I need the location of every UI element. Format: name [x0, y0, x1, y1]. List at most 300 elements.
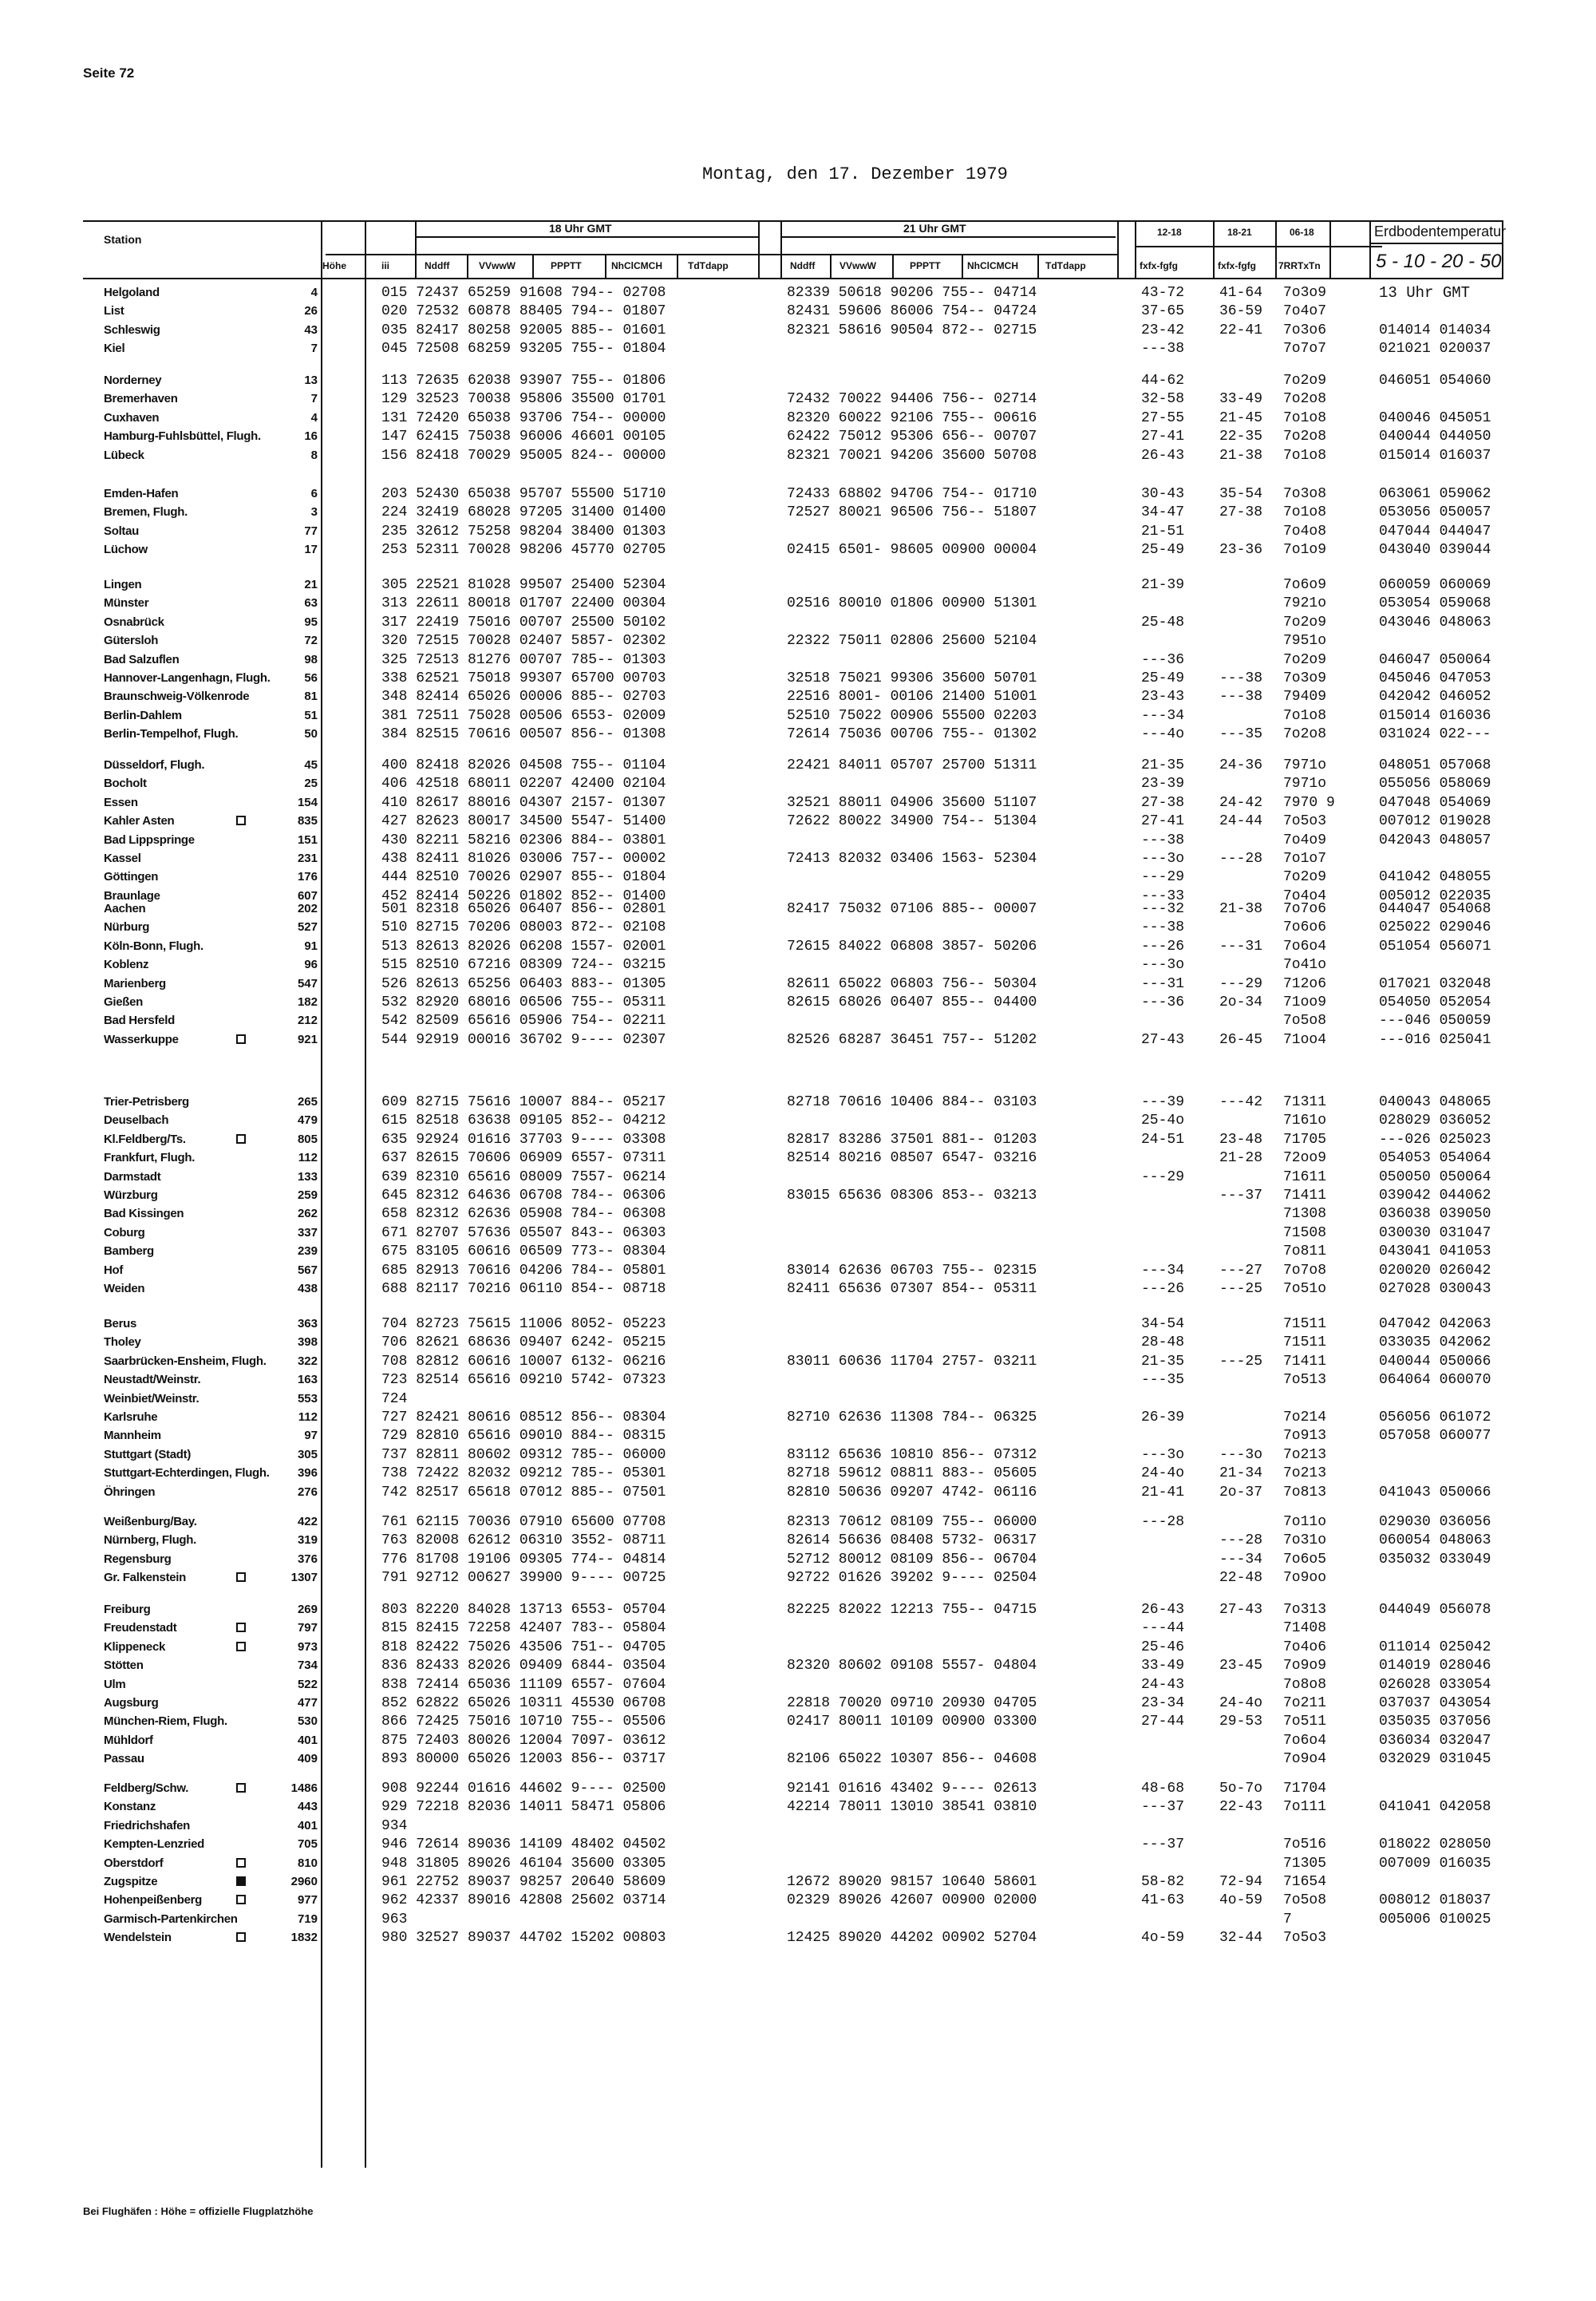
station-hoehe: 8 — [310, 449, 318, 462]
soil-temp: 030030 031047 — [1379, 1225, 1491, 1241]
precip-temp: 7o31o — [1283, 1532, 1327, 1548]
station-name: Kempten-Lenzried — [104, 1837, 205, 1851]
station-hoehe: 567 — [297, 1263, 318, 1277]
table-row — [0, 447, 1596, 465]
gust-12-18: 25-48 — [1141, 615, 1185, 631]
gust-12-18: 26-43 — [1141, 448, 1185, 464]
obs-18-uhr: 515 82510 67216 08309 724-- 03215 — [381, 957, 666, 973]
obs-18-uhr: 635 92924 01616 37703 9---- 03308 — [381, 1132, 666, 1148]
obs-18-uhr: 675 83105 60616 06509 773-- 08304 — [381, 1243, 666, 1259]
soil-temp: 043040 039044 — [1379, 542, 1491, 558]
table-row — [0, 485, 1596, 503]
station-hoehe: 276 — [297, 1485, 318, 1499]
soil-temp: 054053 054064 — [1379, 1150, 1491, 1166]
gust-12-18: 30-43 — [1141, 486, 1185, 502]
obs-18-uhr: 501 82318 65026 06407 856-- 02801 — [381, 901, 666, 917]
table-row — [0, 340, 1596, 358]
precip-temp: 7o2o8 — [1283, 726, 1327, 742]
station-name: Koblenz — [104, 958, 149, 971]
soil-temp: 008012 018037 — [1379, 1892, 1491, 1908]
gust-12-18: ---31 — [1141, 976, 1185, 992]
precip-temp: 7o213 — [1283, 1447, 1327, 1463]
station-hoehe: 202 — [297, 902, 318, 915]
precip-temp: 7o6o4 — [1283, 1733, 1327, 1749]
obs-18-uhr: 946 72614 89036 14109 48402 04502 — [381, 1836, 666, 1852]
station-name: Kl.Feldberg/Ts. — [104, 1133, 186, 1146]
station-hoehe: 805 — [297, 1133, 318, 1146]
obs-18-uhr: 427 82623 80017 34500 5547- 51400 — [381, 813, 666, 829]
precip-temp: 7o7o8 — [1283, 1263, 1327, 1279]
gust-18-21: 22-43 — [1219, 1799, 1263, 1815]
precip-temp: 7921o — [1283, 595, 1327, 611]
gust-18-21: 22-35 — [1219, 429, 1263, 445]
station-hoehe: 182 — [297, 995, 318, 1009]
soil-temp: 040044 044050 — [1379, 429, 1491, 445]
gust-12-18: 34-47 — [1141, 504, 1185, 520]
precip-temp: 7o313 — [1283, 1602, 1327, 1618]
table-row — [0, 409, 1596, 427]
station-hoehe: 51 — [304, 709, 318, 722]
station-hoehe: 21 — [304, 578, 318, 591]
obs-21-uhr: 82718 70616 10406 884-- 03103 — [787, 1094, 1037, 1110]
station-hoehe: 72 — [304, 634, 318, 647]
obs-21-uhr: 83011 60636 11704 2757- 03211 — [787, 1354, 1037, 1370]
obs-21-uhr: 82810 50636 09207 4742- 06116 — [787, 1485, 1037, 1500]
gust-12-18: ---36 — [1141, 652, 1185, 668]
station-hoehe: 17 — [304, 543, 318, 556]
obs-18-uhr: 400 82418 82026 04508 755-- 01104 — [381, 757, 666, 773]
station-name: Osnabrück — [104, 615, 164, 629]
obs-18-uhr: 708 82812 60616 10007 6132- 06216 — [381, 1354, 666, 1370]
obs-21-uhr: 12425 89020 44202 00902 52704 — [787, 1930, 1037, 1946]
gust-12-18: 21-41 — [1141, 1485, 1185, 1500]
table-row — [0, 868, 1596, 886]
obs-18-uhr: 685 82913 70616 04206 784-- 05801 — [381, 1263, 666, 1279]
station-hoehe: 921 — [297, 1033, 318, 1046]
soil-temp: 037037 043054 — [1379, 1695, 1491, 1711]
obs-18-uhr: 313 22611 80018 01707 22400 00304 — [381, 595, 666, 611]
gust-18-21: ---28 — [1219, 851, 1263, 867]
obs-18-uhr: 724 — [381, 1391, 408, 1407]
obs-18-uhr: 406 42518 68011 02207 42400 02104 — [381, 776, 666, 792]
station-name: Garmisch-Partenkirchen — [104, 1912, 238, 1926]
soil-temp: 047042 042063 — [1379, 1316, 1491, 1332]
gust-12-18: 25-49 — [1141, 542, 1185, 558]
open-square-icon — [236, 1858, 246, 1868]
table-row — [0, 1873, 1596, 1891]
station-name: Norderney — [104, 374, 162, 387]
gust-12-18: 34-54 — [1141, 1316, 1185, 1332]
station-hoehe: 98 — [304, 653, 318, 666]
obs-18-uhr: 761 62115 70036 07910 65600 07708 — [381, 1514, 666, 1530]
soil-temp: 047048 054069 — [1379, 795, 1491, 811]
precip-temp: 7o3o9 — [1283, 285, 1327, 301]
station-hoehe: 305 — [297, 1448, 318, 1461]
table-row — [0, 504, 1596, 521]
precip-temp: 7o811 — [1283, 1243, 1327, 1259]
soil-temp: ---026 025023 — [1379, 1132, 1491, 1148]
obs-18-uhr: 317 22419 75016 00707 25500 50102 — [381, 615, 666, 631]
station-name: Deuselbach — [104, 1113, 169, 1127]
station-name: Mannheim — [104, 1429, 161, 1442]
station-name: Köln-Bonn, Flugh. — [104, 939, 203, 953]
obs-18-uhr: 381 72511 75028 00506 6553- 02009 — [381, 708, 666, 724]
obs-21-uhr: 72413 82032 03406 1563- 52304 — [787, 851, 1037, 867]
station-name: Oberstdorf — [104, 1856, 164, 1870]
station-hoehe: 322 — [297, 1354, 318, 1368]
station-hoehe: 977 — [297, 1893, 318, 1907]
station-hoehe: 3 — [310, 505, 318, 519]
obs-21-uhr: 72432 70022 94406 756-- 02714 — [787, 391, 1037, 407]
precip-temp: 71305 — [1283, 1856, 1327, 1872]
table-row — [0, 1551, 1596, 1568]
soil-temp: 041043 050066 — [1379, 1485, 1491, 1500]
date-line: Montag, den 17. Dezember 1979 — [702, 164, 1008, 184]
station-hoehe: 443 — [297, 1800, 318, 1813]
station-name: Stuttgart (Stadt) — [104, 1448, 192, 1461]
obs-18-uhr: 235 32612 75258 98204 38400 01303 — [381, 524, 666, 540]
gust-12-18: 37-65 — [1141, 303, 1185, 319]
gust-12-18: 58-82 — [1141, 1874, 1185, 1890]
station-name: Zugspitze — [104, 1875, 158, 1888]
obs-18-uhr: 893 80000 65026 12003 856-- 03717 — [381, 1751, 666, 1767]
table-row — [0, 614, 1596, 631]
obs-21-uhr: 92141 01616 43402 9---- 02613 — [787, 1781, 1037, 1797]
open-square-icon — [236, 1623, 246, 1632]
station-name: List — [104, 304, 124, 318]
station-hoehe: 530 — [297, 1714, 318, 1728]
header-nddff-18: Nddff — [425, 260, 450, 271]
header-21-uhr: 21 Uhr GMT — [903, 222, 966, 235]
gust-18-21: 29-53 — [1219, 1714, 1263, 1730]
station-name: Karlsruhe — [104, 1410, 158, 1424]
station-name: Freudenstadt — [104, 1621, 177, 1635]
gust-18-21: 41-64 — [1219, 285, 1263, 301]
obs-21-uhr: 82615 68026 06407 855-- 04400 — [787, 994, 1037, 1010]
station-name: Konstanz — [104, 1800, 156, 1813]
gust-12-18: ---3o — [1141, 957, 1185, 973]
station-hoehe: 607 — [297, 889, 318, 903]
station-hoehe: 705 — [297, 1837, 318, 1851]
gust-12-18: ---44 — [1141, 1620, 1185, 1636]
station-hoehe: 163 — [297, 1373, 318, 1386]
station-hoehe: 239 — [297, 1244, 318, 1258]
obs-21-uhr: 82614 56636 08408 5732- 06317 — [787, 1532, 1037, 1548]
obs-21-uhr: 02417 80011 10109 00900 03300 — [787, 1714, 1037, 1730]
gust-12-18: ---38 — [1141, 832, 1185, 848]
precip-temp: 71411 — [1283, 1354, 1327, 1370]
soil-temp: 005012 022035 — [1379, 888, 1491, 904]
obs-18-uhr: 430 82211 58216 02306 884-- 03801 — [381, 832, 666, 848]
obs-18-uhr: 742 82517 65618 07012 885-- 07501 — [381, 1485, 666, 1500]
precip-temp: 7o213 — [1283, 1465, 1327, 1481]
gust-18-21: 27-43 — [1219, 1602, 1263, 1618]
table-row — [0, 1446, 1596, 1464]
precip-temp: 71508 — [1283, 1225, 1327, 1241]
page-number: Seite 72 — [83, 65, 135, 81]
gust-12-18: 41-63 — [1141, 1892, 1185, 1908]
table-row — [0, 1315, 1596, 1333]
gust-18-21: 21-45 — [1219, 410, 1263, 426]
station-name: Aachen — [104, 902, 146, 915]
header-13-uhr: 13 Uhr GMT — [1379, 284, 1471, 302]
table-row — [0, 1131, 1596, 1149]
station-name: Friedrichshafen — [104, 1819, 191, 1832]
gust-12-18: 21-35 — [1141, 757, 1185, 773]
obs-18-uhr: 637 82615 70606 06909 6557- 07311 — [381, 1150, 666, 1166]
obs-21-uhr: 83014 62636 06703 755-- 02315 — [787, 1263, 1037, 1279]
obs-18-uhr: 384 82515 70616 00507 856-- 01308 — [381, 726, 666, 742]
soil-temp: 007009 016035 — [1379, 1856, 1491, 1872]
precip-temp: 7o2o8 — [1283, 391, 1327, 407]
station-hoehe: 112 — [298, 1410, 318, 1424]
station-hoehe: 269 — [297, 1603, 318, 1616]
station-hoehe: 176 — [297, 870, 318, 884]
filled-square-icon — [236, 1876, 246, 1886]
station-name: Bad Lippspringe — [104, 833, 195, 847]
station-name: Bremen, Flugh. — [104, 505, 188, 519]
precip-temp: 7o4o7 — [1283, 303, 1327, 319]
gust-12-18: 43-72 — [1141, 285, 1185, 301]
gust-18-21: ---28 — [1219, 1532, 1263, 1548]
obs-18-uhr: 015 72437 65259 91608 794-- 02708 — [381, 285, 666, 301]
station-name: Emden-Hafen — [104, 487, 179, 500]
obs-18-uhr: 131 72420 65038 93706 754-- 00000 — [381, 410, 666, 426]
gust-12-18: ---37 — [1141, 1836, 1185, 1852]
table-row — [0, 372, 1596, 389]
precip-temp: 7o1o9 — [1283, 542, 1327, 558]
precip-temp: 72oo9 — [1283, 1150, 1327, 1166]
precip-temp: 7970 9 — [1283, 795, 1335, 811]
obs-18-uhr: 410 82617 88016 04307 2157- 01307 — [381, 795, 666, 811]
precip-temp: 7o6o4 — [1283, 939, 1327, 955]
gust-12-18: 27-44 — [1141, 1714, 1185, 1730]
table-row — [0, 1569, 1596, 1587]
precip-temp: 7o41o — [1283, 957, 1327, 973]
obs-18-uhr: 113 72635 62038 93907 755-- 01806 — [381, 373, 666, 389]
open-square-icon — [236, 1642, 246, 1651]
precip-temp: 7o3o6 — [1283, 322, 1327, 338]
obs-18-uhr: 934 — [381, 1818, 408, 1834]
station-name: Hof — [104, 1263, 124, 1277]
station-hoehe: 398 — [297, 1335, 318, 1349]
soil-temp: 064064 060070 — [1379, 1372, 1491, 1388]
gust-12-18: ---3o — [1141, 851, 1185, 867]
gust-18-21: 21-34 — [1219, 1465, 1263, 1481]
obs-21-uhr: 82710 62636 11308 784-- 06325 — [787, 1409, 1037, 1425]
precip-temp: 7o4o8 — [1283, 524, 1327, 540]
header-nhcl-18: NhClCMCH — [611, 260, 662, 271]
precip-temp: 7o5o8 — [1283, 1892, 1327, 1908]
station-name: Gießen — [104, 995, 144, 1009]
open-square-icon — [236, 1034, 246, 1044]
header-tdtd-18: TdTdapp — [688, 260, 729, 271]
station-hoehe: 81 — [304, 690, 318, 703]
obs-18-uhr: 510 82715 70206 08003 872-- 02108 — [381, 919, 666, 935]
gust-12-18: 27-55 — [1141, 410, 1185, 426]
station-hoehe: 835 — [297, 814, 318, 828]
precip-temp: 7o3o8 — [1283, 486, 1327, 502]
soil-temp: 050050 050064 — [1379, 1169, 1491, 1185]
station-hoehe: 477 — [297, 1696, 318, 1710]
obs-18-uhr: 729 82810 65616 09010 884-- 08315 — [381, 1428, 666, 1444]
obs-18-uhr: 147 62415 75038 96006 46601 00105 — [381, 429, 666, 445]
station-name: Bad Kissingen — [104, 1207, 184, 1220]
table-row — [0, 302, 1596, 320]
station-hoehe: 265 — [297, 1095, 318, 1109]
obs-18-uhr: 020 72532 60878 88405 794-- 01807 — [381, 303, 666, 319]
gust-12-18: 27-41 — [1141, 429, 1185, 445]
obs-18-uhr: 645 82312 64636 06708 784-- 06306 — [381, 1188, 666, 1204]
soil-temp: ---046 050059 — [1379, 1013, 1491, 1029]
obs-21-uhr: 82611 65022 06803 756-- 50304 — [787, 976, 1037, 992]
gust-18-21: 23-48 — [1219, 1132, 1263, 1148]
gust-12-18: ---29 — [1141, 1169, 1185, 1185]
station-hoehe: 50 — [304, 727, 318, 741]
station-name: Augsburg — [104, 1696, 159, 1710]
station-hoehe: 77 — [304, 524, 318, 538]
gust-18-21: ---34 — [1219, 1552, 1263, 1568]
station-name: Nürnberg, Flugh. — [104, 1533, 197, 1547]
gust-18-21: 33-49 — [1219, 391, 1263, 407]
table-row — [0, 284, 1596, 302]
station-name: Kahler Asten — [104, 814, 175, 828]
obs-21-uhr: 82514 80216 08507 6547- 03216 — [787, 1150, 1037, 1166]
obs-18-uhr: 532 82920 68016 06506 755-- 05311 — [381, 994, 666, 1010]
station-hoehe: 719 — [297, 1912, 318, 1926]
gust-12-18: ---35 — [1141, 1372, 1185, 1388]
soil-temp: 015014 016036 — [1379, 708, 1491, 724]
table-row — [0, 428, 1596, 445]
station-hoehe: 212 — [297, 1014, 318, 1027]
obs-21-uhr: 82339 50618 90206 755-- 04714 — [787, 285, 1037, 301]
obs-18-uhr: 963 — [381, 1912, 408, 1927]
precip-temp: 7o913 — [1283, 1428, 1327, 1444]
header-ppptt-18: PPPTT — [551, 260, 582, 271]
table-row — [0, 1892, 1596, 1909]
obs-18-uhr: 866 72425 75016 10710 755-- 05506 — [381, 1714, 666, 1730]
gust-18-21: 24-4o — [1219, 1695, 1263, 1711]
station-hoehe: 363 — [297, 1317, 318, 1330]
station-hoehe: 401 — [297, 1819, 318, 1832]
obs-21-uhr: 82313 70612 08109 755-- 06000 — [787, 1514, 1037, 1530]
gust-12-18: 4o-59 — [1141, 1930, 1185, 1946]
station-name: Saarbrücken-Ensheim, Flugh. — [104, 1354, 267, 1368]
table-row — [0, 595, 1596, 612]
gust-18-21: ---29 — [1219, 976, 1263, 992]
gust-18-21: 36-59 — [1219, 303, 1263, 319]
obs-21-uhr: 82817 83286 37501 881-- 01203 — [787, 1132, 1037, 1148]
obs-21-uhr: 82718 59612 08811 883-- 05605 — [787, 1465, 1037, 1481]
obs-18-uhr: 609 82715 75616 10007 884-- 05217 — [381, 1094, 666, 1110]
station-name: Ulm — [104, 1678, 126, 1691]
obs-18-uhr: 737 82811 80602 09312 785-- 06000 — [381, 1447, 666, 1463]
station-hoehe: 16 — [304, 429, 318, 443]
gust-12-18: ---38 — [1141, 919, 1185, 935]
station-hoehe: 154 — [297, 796, 318, 809]
station-hoehe: 6 — [310, 487, 318, 500]
soil-temp: 044049 056078 — [1379, 1602, 1491, 1618]
station-hoehe: 63 — [304, 596, 318, 610]
obs-21-uhr: 32521 88011 04906 35600 51107 — [787, 795, 1037, 811]
precip-temp: 7971o — [1283, 776, 1327, 792]
table-row — [0, 725, 1596, 743]
obs-18-uhr: 671 82707 57636 05507 843-- 06303 — [381, 1225, 666, 1241]
station-name: Stuttgart-Echterdingen, Flugh. — [104, 1466, 270, 1480]
obs-18-uhr: 129 32523 70038 95806 35500 01701 — [381, 391, 666, 407]
precip-temp: 7o513 — [1283, 1372, 1327, 1388]
soil-temp: 040046 045051 — [1379, 410, 1491, 426]
obs-21-uhr: 22322 75011 02806 25600 52104 — [787, 633, 1037, 649]
station-hoehe: 45 — [304, 758, 318, 772]
gust-18-21: 24-36 — [1219, 757, 1263, 773]
soil-temp: 028029 036052 — [1379, 1113, 1491, 1129]
obs-21-uhr: 22818 70020 09710 20930 04705 — [787, 1695, 1037, 1711]
station-name: Kiel — [104, 342, 125, 355]
soil-temp: 031024 022--- — [1379, 726, 1491, 742]
obs-21-uhr: 82417 75032 07106 885-- 00007 — [787, 901, 1037, 917]
precip-temp: 71511 — [1283, 1334, 1327, 1350]
table-row — [0, 1205, 1596, 1223]
soil-temp: 045046 047053 — [1379, 670, 1491, 686]
obs-18-uhr: 852 62822 65026 10311 45530 06708 — [381, 1695, 666, 1711]
gust-18-21: 35-54 — [1219, 486, 1263, 502]
obs-18-uhr: 253 52311 70028 98206 45770 02705 — [381, 542, 666, 558]
obs-21-uhr: 02329 89026 42607 00900 02000 — [787, 1892, 1037, 1908]
precip-temp: 7o1o8 — [1283, 708, 1327, 724]
table-row — [0, 523, 1596, 540]
soil-temp: 042043 048057 — [1379, 832, 1491, 848]
soil-temp: 014019 028046 — [1379, 1658, 1491, 1674]
obs-18-uhr: 704 82723 75615 11006 8052- 05223 — [381, 1316, 666, 1332]
station-hoehe: 151 — [297, 833, 318, 847]
table-row — [0, 1224, 1596, 1242]
precip-temp: 7o1o8 — [1283, 410, 1327, 426]
soil-temp: 015014 016037 — [1379, 448, 1491, 464]
header-ppptt-21: PPPTT — [910, 260, 941, 271]
obs-21-uhr: 42214 78011 13010 38541 03810 — [787, 1799, 1037, 1815]
obs-18-uhr: 045 72508 68259 93205 755-- 01804 — [381, 341, 666, 357]
table-row — [0, 1280, 1596, 1298]
station-name: Braunlage — [104, 889, 160, 903]
station-name: Weinbiet/Weinstr. — [104, 1392, 200, 1406]
header-hoehe: Höhe — [322, 260, 346, 271]
station-name: Hannover-Langenhagn, Flugh. — [104, 671, 271, 685]
table-row — [0, 1713, 1596, 1730]
station-hoehe: 56 — [304, 671, 318, 685]
gust-12-18: 48-68 — [1141, 1781, 1185, 1797]
gust-12-18: 24-4o — [1141, 1465, 1185, 1481]
obs-18-uhr: 908 92244 01616 44602 9---- 02500 — [381, 1781, 666, 1797]
station-name: Bocholt — [104, 777, 147, 790]
gust-12-18: 27-41 — [1141, 813, 1185, 829]
gust-12-18: 32-58 — [1141, 391, 1185, 407]
open-square-icon — [236, 1895, 246, 1904]
soil-temp: 017021 032048 — [1379, 976, 1491, 992]
station-name: Coburg — [104, 1226, 145, 1239]
table-row — [0, 1243, 1596, 1260]
gust-12-18: 21-51 — [1141, 524, 1185, 540]
obs-18-uhr: 544 92919 00016 36702 9---- 02307 — [381, 1032, 666, 1048]
gust-18-21: 21-38 — [1219, 901, 1263, 917]
precip-temp: 71611 — [1283, 1169, 1327, 1185]
obs-18-uhr: 706 82621 68636 09407 6242- 05215 — [381, 1334, 666, 1350]
obs-21-uhr: 72614 75036 00706 755-- 01302 — [787, 726, 1037, 742]
obs-21-uhr: 12672 89020 98157 10640 58601 — [787, 1874, 1037, 1890]
station-name: Frankfurt, Flugh. — [104, 1151, 196, 1164]
soil-temp: 046047 050064 — [1379, 652, 1491, 668]
station-name: Bad Hersfeld — [104, 1014, 175, 1027]
